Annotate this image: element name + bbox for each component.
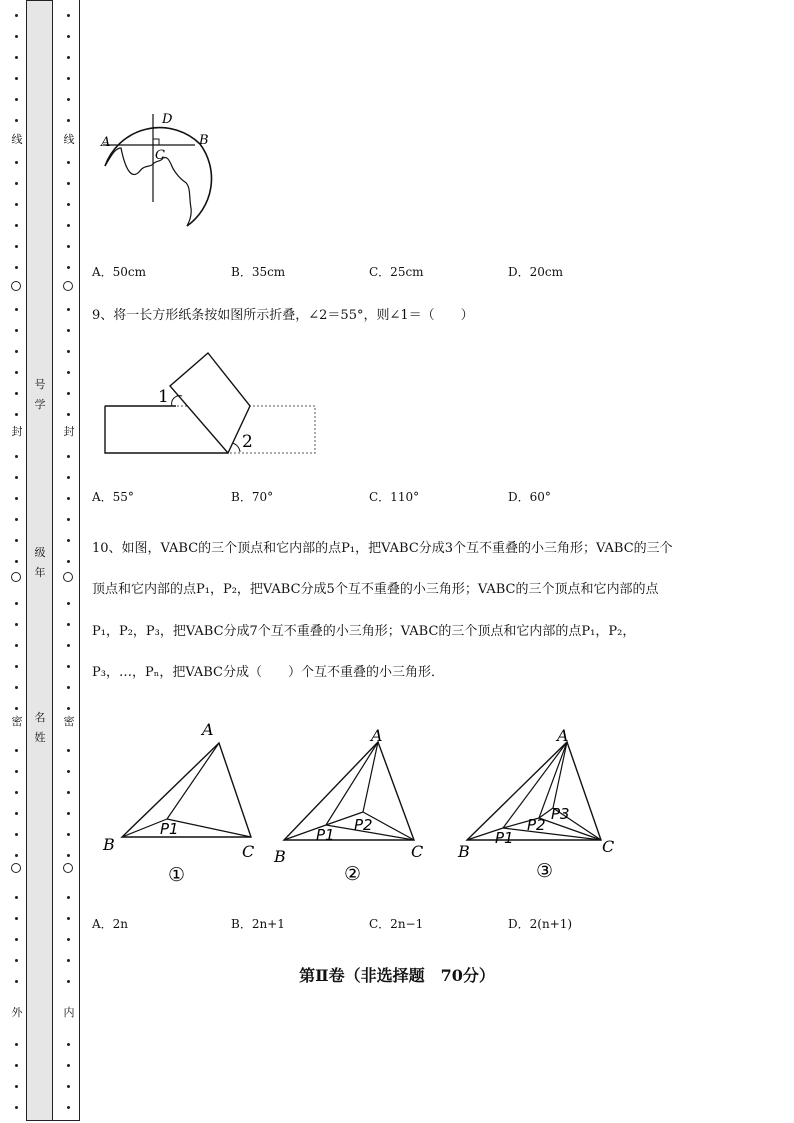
fig1-label-a: A	[202, 720, 214, 739]
margin-dot	[15, 665, 18, 668]
margin-dot	[67, 1106, 70, 1109]
margin-dot	[15, 896, 18, 899]
q8-option-b[interactable]: B．35cm	[231, 265, 286, 279]
margin-dot	[15, 392, 18, 395]
margin-dot	[67, 623, 70, 626]
margin-dot	[67, 707, 70, 710]
margin-dot	[15, 161, 18, 164]
margin-dot	[67, 329, 70, 332]
margin-dot	[15, 224, 18, 227]
margin-dot	[67, 959, 70, 962]
margin-dot	[15, 455, 18, 458]
strip-label-xing: 姓	[34, 731, 46, 744]
fig2-label-b: B	[274, 847, 286, 866]
margin-dot	[15, 854, 18, 857]
margin-dot	[67, 896, 70, 899]
margin-dot	[15, 56, 18, 59]
margin-dot	[15, 560, 18, 563]
q8-label-d: D	[162, 112, 173, 127]
margin-dot	[15, 1064, 18, 1067]
q10-line-3: P₁，P₂，P₃，把VABC分成7个互不重叠的小三角形；VABC的三个顶点和它内部的点P₁，P₂，	[92, 624, 636, 639]
margin-dot	[15, 329, 18, 332]
margin-dot	[67, 350, 70, 353]
margin-dot	[67, 119, 70, 122]
fig3-label-a: A	[557, 726, 569, 745]
strip-label-xue: 学	[34, 398, 46, 411]
inner-label-mi: 密	[63, 715, 75, 728]
margin-dot	[67, 665, 70, 668]
q9-figure	[100, 348, 320, 458]
q10-option-b[interactable]: B．2n+1	[231, 917, 285, 931]
margin-dot	[15, 14, 18, 17]
margin-dot	[67, 182, 70, 185]
margin-dot	[15, 350, 18, 353]
margin-dot	[15, 959, 18, 962]
margin-dot	[67, 476, 70, 479]
margin-dot	[67, 308, 70, 311]
margin-dot	[67, 497, 70, 500]
outer-label-feng: 封	[11, 425, 23, 438]
margin-dot	[15, 98, 18, 101]
margin-dot	[15, 182, 18, 185]
margin-dot	[67, 161, 70, 164]
margin-dot	[15, 308, 18, 311]
q8-figure	[95, 108, 220, 233]
q10-option-c[interactable]: C．2n−1	[369, 917, 424, 931]
margin-dot	[67, 1043, 70, 1046]
q9-option-b[interactable]: B．70°	[231, 490, 274, 504]
margin-dot	[15, 602, 18, 605]
outer-circle-mark	[11, 572, 21, 582]
q10-option-d[interactable]: D．2(n+1)	[508, 917, 573, 931]
margin-dot	[67, 203, 70, 206]
outer-label-wai: 外	[11, 1006, 23, 1019]
margin-dot	[67, 833, 70, 836]
margin-dot	[67, 791, 70, 794]
strip-label-ji: 级	[34, 546, 46, 559]
margin-dot	[67, 602, 70, 605]
margin-dot	[15, 476, 18, 479]
margin-dot	[15, 413, 18, 416]
fig3-label-p1: P1	[495, 829, 514, 847]
fig2-label-p2: P2	[354, 816, 373, 834]
outer-label-xian: 线	[11, 133, 23, 146]
margin-dot	[15, 707, 18, 710]
margin-dot	[67, 98, 70, 101]
margin-dot	[15, 770, 18, 773]
strip-label-nian: 年	[34, 566, 46, 579]
q8-label-a: A	[101, 135, 111, 150]
section-title: 第Ⅱ卷（非选择题 70分）	[299, 966, 495, 985]
margin-dot	[15, 623, 18, 626]
fig1-caption: ①	[168, 864, 186, 886]
margin-dot	[15, 1106, 18, 1109]
margin-dot	[15, 203, 18, 206]
margin-dot	[67, 455, 70, 458]
margin-dot	[67, 686, 70, 689]
margin-dot	[15, 497, 18, 500]
margin-dot	[67, 245, 70, 248]
margin-dot	[15, 917, 18, 920]
q10-line-4: P₃，…，Pₙ，把VABC分成（ ）个互不重叠的小三角形．	[92, 665, 444, 680]
margin-dot	[15, 119, 18, 122]
q10-figure-3	[455, 720, 625, 890]
q8-label-b: B	[199, 133, 209, 148]
inner-circle-mark	[63, 863, 73, 873]
fig3-label-b: B	[458, 842, 470, 861]
margin-dot	[67, 392, 70, 395]
margin-dot	[15, 371, 18, 374]
margin-dot	[15, 812, 18, 815]
margin-dot	[67, 35, 70, 38]
outer-label-mi: 密	[11, 715, 23, 728]
margin-dot	[15, 833, 18, 836]
q10-option-a[interactable]: A．2n	[92, 917, 129, 931]
margin-dot	[67, 371, 70, 374]
margin-dot	[67, 413, 70, 416]
margin-dot	[67, 560, 70, 563]
inner-circle-mark	[63, 281, 73, 291]
inner-label-feng: 封	[63, 425, 75, 438]
q9-option-d[interactable]: D．60°	[508, 490, 551, 504]
margin-dot	[67, 56, 70, 59]
margin-dot	[67, 938, 70, 941]
margin-dot	[67, 749, 70, 752]
margin-dot	[67, 770, 70, 773]
margin-dot	[15, 1085, 18, 1088]
q10-line-2: 顶点和它内部的点P₁，P₂，把VABC分成5个互不重叠的小三角形；VABC的三个顶点和它内部的点	[92, 582, 659, 597]
margin-dot	[67, 1085, 70, 1088]
fig3-caption: ③	[536, 860, 554, 882]
q10-line-1: 10、如图，VABC的三个顶点和它内部的点P₁，把VABC分成3个互不重叠的小三角形；VABC的三个	[92, 541, 673, 556]
fig3-label-c: C	[602, 837, 615, 856]
margin-dot	[67, 1064, 70, 1067]
outer-circle-mark	[11, 281, 21, 291]
fig2-label-c: C	[411, 842, 424, 861]
margin-dot	[67, 77, 70, 80]
q8-option-d[interactable]: D．20cm	[508, 265, 563, 279]
strip-label-hao: 号	[34, 378, 46, 391]
strip-label-ming: 名	[34, 711, 46, 724]
inner-dot-column	[56, 0, 82, 1123]
margin-dot	[67, 854, 70, 857]
fig1-label-b: B	[103, 835, 115, 854]
margin-dot	[15, 266, 18, 269]
fig1-label-c: C	[242, 842, 255, 861]
margin-dot	[67, 224, 70, 227]
q9-text: 9、将一长方形纸条按如图所示折叠，∠2＝55°，则∠1＝（ ）	[92, 308, 474, 323]
margin-dot	[67, 14, 70, 17]
q9-option-a[interactable]: A．55°	[92, 490, 134, 504]
margin-dot	[15, 686, 18, 689]
margin-dot	[15, 245, 18, 248]
fig2-label-p1: P1	[316, 826, 335, 844]
q9-option-c[interactable]: C．110°	[369, 490, 420, 504]
margin-dot	[67, 539, 70, 542]
outer-dot-column	[4, 0, 30, 1123]
fig3-label-p3: P3	[551, 805, 570, 823]
q8-label-c: C	[155, 148, 165, 163]
fig3-label-p2: P2	[527, 816, 546, 834]
margin-dot	[67, 518, 70, 521]
margin-dot	[15, 644, 18, 647]
inner-circle-mark	[63, 572, 73, 582]
fig2-label-a: A	[371, 726, 383, 745]
fig2-caption: ②	[344, 863, 362, 885]
margin-dot	[67, 812, 70, 815]
margin-dot	[67, 917, 70, 920]
q8-option-a[interactable]: A．50cm	[92, 265, 147, 279]
q10-figure-1	[100, 715, 270, 890]
margin-dot	[67, 644, 70, 647]
q8-option-c[interactable]: C．25cm	[369, 265, 424, 279]
margin-dot	[15, 791, 18, 794]
fig1-label-p1: P1	[160, 820, 179, 838]
inner-label-nei: 内	[63, 1006, 75, 1019]
margin-dot	[15, 1043, 18, 1046]
margin-dot	[15, 539, 18, 542]
q9-angle-2: 2	[242, 432, 253, 452]
q10-figure-2	[272, 720, 442, 890]
margin-dot	[67, 266, 70, 269]
inner-label-xian: 线	[63, 133, 75, 146]
margin-dot	[15, 749, 18, 752]
outer-circle-mark	[11, 863, 21, 873]
q9-angle-1: 1	[158, 387, 169, 407]
margin-dot	[15, 35, 18, 38]
margin-dot	[15, 518, 18, 521]
margin-dot	[15, 77, 18, 80]
margin-dot	[15, 938, 18, 941]
